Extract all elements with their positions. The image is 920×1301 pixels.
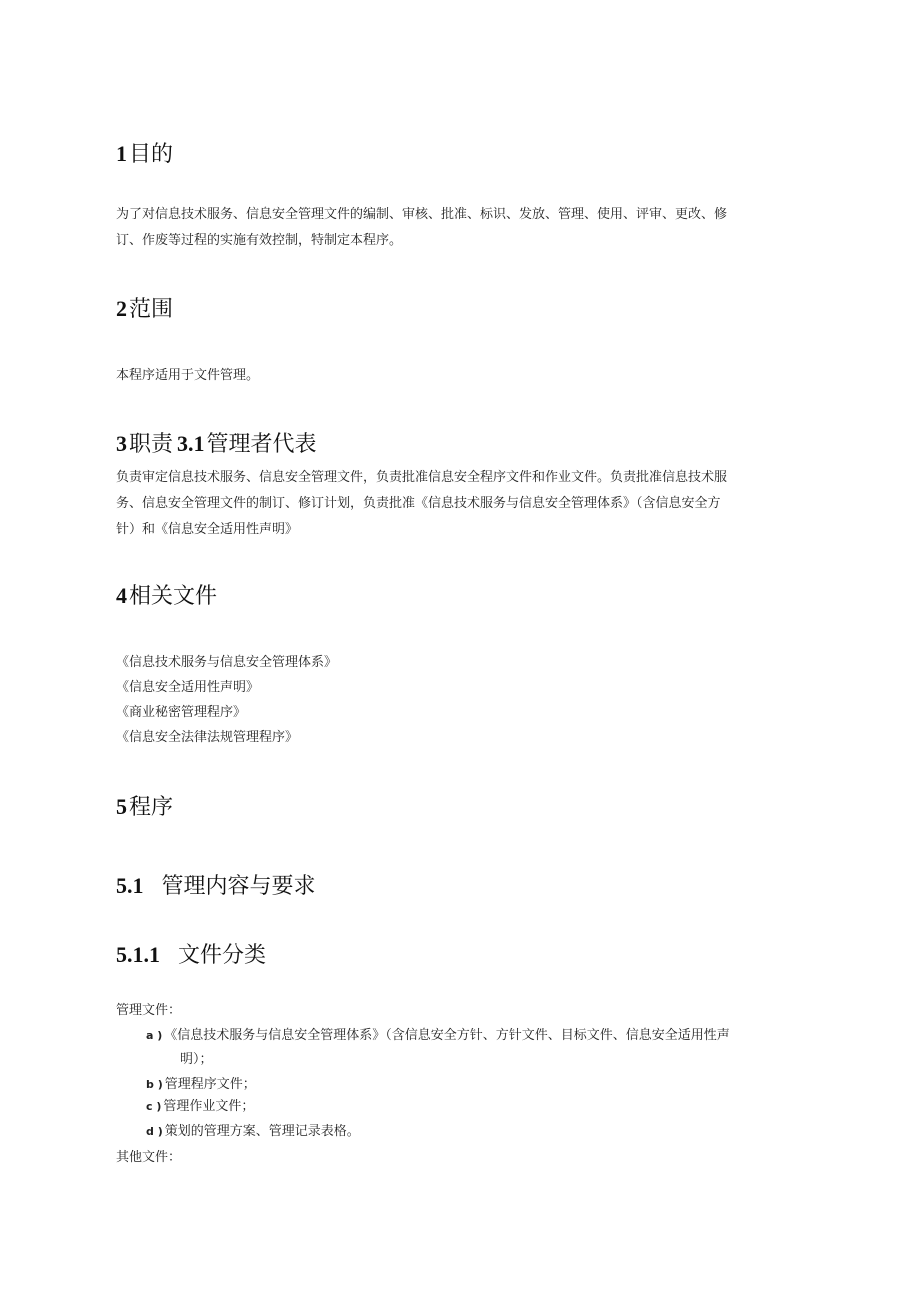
management-documents-label: 管理文件： — [116, 1003, 182, 1018]
heading-procedure: 5程序 — [116, 794, 174, 820]
other-documents-label: 其他文件： — [116, 1150, 182, 1165]
list-item-c: c ) 管理作业文件； — [146, 1099, 255, 1114]
list-item: 《信息安全适用性声明》 — [116, 680, 260, 695]
scope-paragraph: 本程序适用于文件管理。 — [116, 368, 260, 383]
list-item-b: b ) 管理程序文件； — [146, 1077, 256, 1092]
list-item-d: d ) 策划的管理方案、管理记录表格。 — [146, 1124, 360, 1139]
list-item-a: a ) 《信息技术服务与信息安全管理体系》（含信息安全方针、方针文件、目标文件、信息安全适用性声 — [146, 1028, 730, 1043]
heading-document-classification: 5.1.1 文件分类 — [116, 942, 267, 968]
heading-management-content: 5.1 管理内容与要求 — [116, 873, 316, 899]
related-documents-list — [116, 650, 337, 750]
heading-purpose: 1目的 — [116, 141, 174, 167]
heading-responsibilities: 3职责 3.1管理者代表 — [116, 431, 317, 457]
list-item: 《信息安全法律法规管理程序》 — [116, 730, 299, 745]
purpose-paragraph: 为了对信息技术服务、信息安全管理文件的编制、审核、批准、标识、发放、管理、使用、评审、更改、修 订、作废等过程的实施有效控制，特制定本程序。 — [116, 207, 728, 248]
heading-related-documents: 4相关文件 — [116, 583, 218, 609]
list-item: 《商业秘密管理程序》 — [116, 705, 247, 720]
list-item: 《信息技术服务与信息安全管理体系》 — [116, 655, 338, 670]
responsibilities-paragraph: 负责审定信息技术服务、信息安全管理文件，负责批准信息安全程序文件和作业文件。负责批准信息技术服 务、信息安全管理文件的制订、修订计划，负责批准《信息技术服务与信息安全管理体系》（含信息安全方 针）和《信息安全适用性声明》 — [116, 470, 728, 537]
heading-scope: 2范围 — [116, 296, 174, 322]
list-item-a-continuation: 明）； — [180, 1052, 213, 1067]
